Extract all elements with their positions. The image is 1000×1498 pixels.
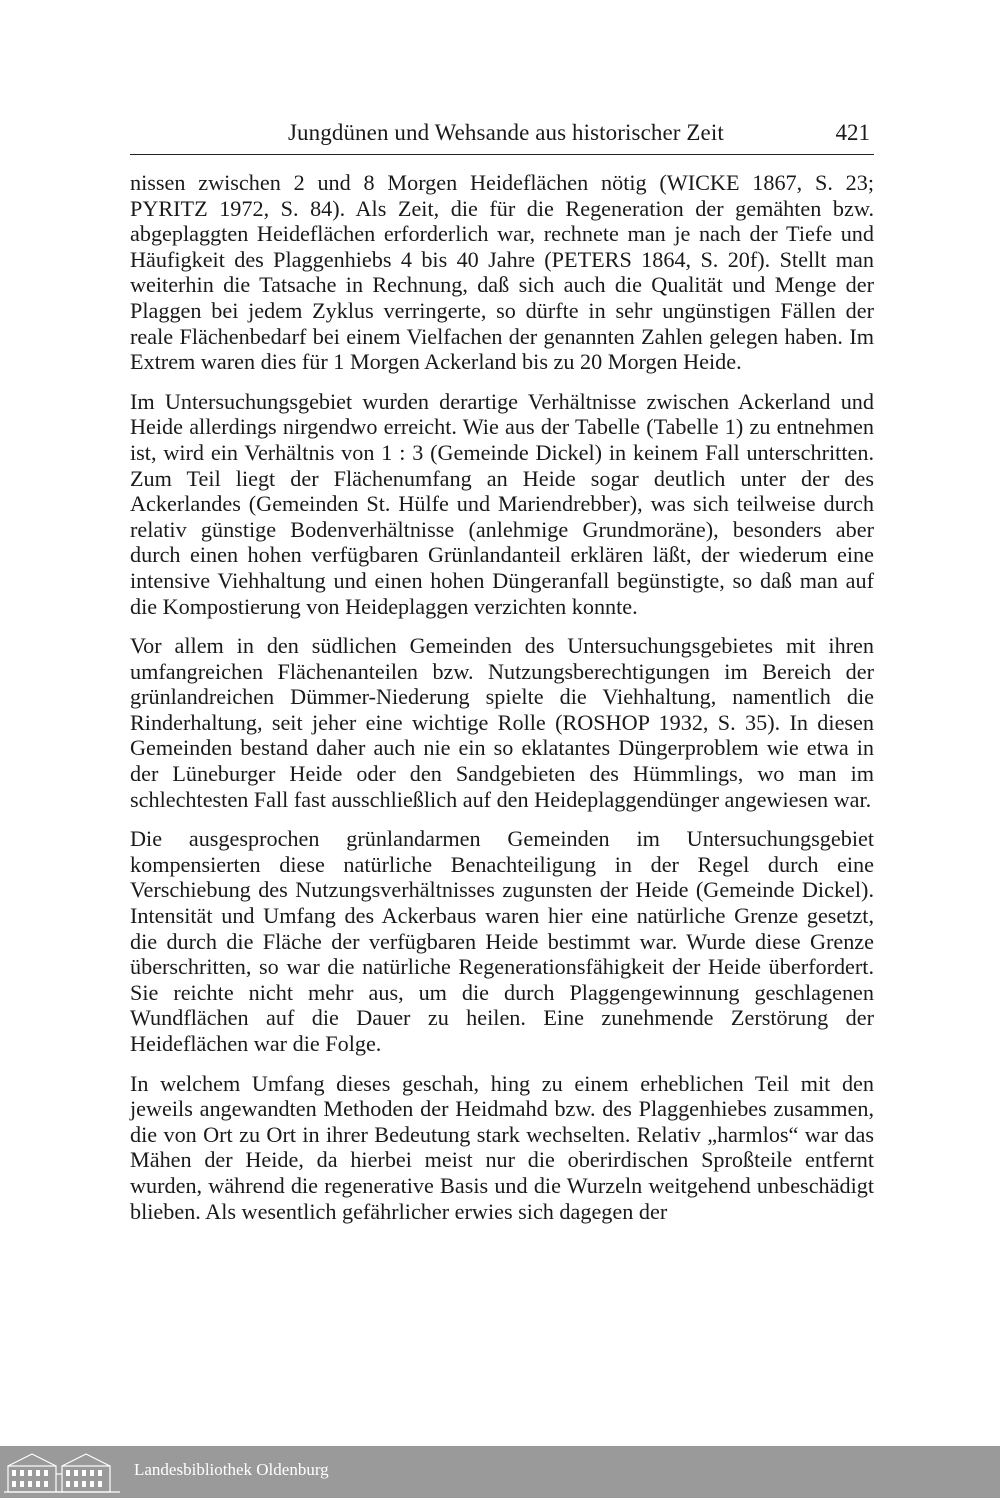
paragraph-4: Die ausgesprochen grünlandarmen Gemeinden im Untersuchungsgebiet kompensierten diese natürliche Benachteiligung in der Regel durch eine Verschiebung des Nutzungsverhältnisses zugunsten der Heide (Gemeinde Dickel). Intensität und Umfang des Ackerbaus waren hier eine natürliche Grenze gesetzt, die durch die Fläche der verfügbaren Heide bestimmt war. Wurde diese Grenze überschritten, so war die natürliche Regenerationsfähigkeit der Heide überfordert. Sie reichte nicht mehr aus, um die durch Plaggengewinnung geschlagenen Wundflächen auf die Dauer zu heilen. Eine zunehmende Zerstörung der Heideflächen war die Folge. (130, 826, 874, 1056)
footer-bar (0, 1446, 1000, 1498)
paragraph-1: nissen zwischen 2 und 8 Morgen Heideflächen nötig (WICKE 1867, S. 23; PYRITZ 1972, S. 84). Als Zeit, die für die Regeneration der gemähten bzw. abgeplaggten Heideflächen erforderlich war, rechnete man je nach der Tiefe und Häufigkeit des Plaggenhiebs 4 bis 40 Jahre (PETERS 1864, S. 20f). Stellt man weiterhin die Tatsache in Rechnung, daß sich auch die Qualität und Menge der Plaggen bei jedem Zyklus verringerte, so dürfte in sehr ungünstigen Fällen der reale Flächenbedarf bei einem Vielfachen der genannten Zahlen gelegen haben. Im Extrem waren dies für 1 Morgen Ackerland bis zu 20 Morgen Heide. (130, 170, 874, 375)
page-number: 421 (835, 120, 870, 145)
paragraph-2: Im Untersuchungsgebiet wurden derartige Verhältnisse zwischen Ackerland und Heide allerdings nirgendwo erreicht. Wie aus der Tabelle (Tabelle 1) zu entnehmen ist, wird ein Verhältnis von 1 : 3 (Gemeinde Dickel) in keinem Fall unterschritten. Zum Teil liegt der Flächenumfang an Heide sogar deutlich unter der des Ackerlandes (Gemeinden St. Hülfe und Mariendrebber), was sich teilweise durch relativ günstige Bodenverhältnisse (anlehmige Grundmoräne), besonders aber durch einen hohen verfügbaren Grünlandanteil erklären läßt, der wiederum eine intensive Viehhaltung und einen hohen Düngeranfall begünstigte, so daß man auf die Kompostierung von Heideplaggen verzichten konnte. (130, 388, 874, 619)
running-title: Jungdünen und Wehsande aus historischer Zeit (288, 120, 724, 145)
page-header (130, 118, 874, 155)
paragraph-3: Vor allem in den südlichen Gemeinden des Untersuchungsgebietes mit ihren umfangreichen Flächenanteilen bzw. Nutzungsberechtigungen im Bereich der grünlandreichen Dümmer-Niederung spielte die Viehhaltung, namentlich die Rinderhaltung, seit jeher eine wichtige Rolle (ROSHOP 1932, S. 35). In diesen Gemeinden bestand daher auch nie ein so eklatantes Düngerproblem wie etwa in der Lüneburger Heide oder den Sandgebieten des Hümmlings, wo man im schlechtesten Fall fast ausschließlich auf den Heideplaggendünger angewiesen war. (130, 633, 874, 812)
paragraph-5: In welchem Umfang dieses geschah, hing zu einem erheblichen Teil mit den jeweils angewandten Methoden der Heidmahd bzw. des Plaggenhiebes zusammen, die von Ort zu Ort in ihrer Bedeutung stark wechselten. Relativ „harmlos“ war das Mähen der Heide, da hierbei meist nur die oberirdischen Sproßteile entfernt wurden, während die regenerative Basis und die Wurzeln weitgehend unbeschädigt blieben. Als wesentlich gefährlicher erwies sich dagegen der (130, 1070, 874, 1224)
library-name: Landesbibliothek Oldenburg (134, 1460, 329, 1479)
library-building-icon (2, 1450, 122, 1494)
body-text (130, 170, 874, 1238)
